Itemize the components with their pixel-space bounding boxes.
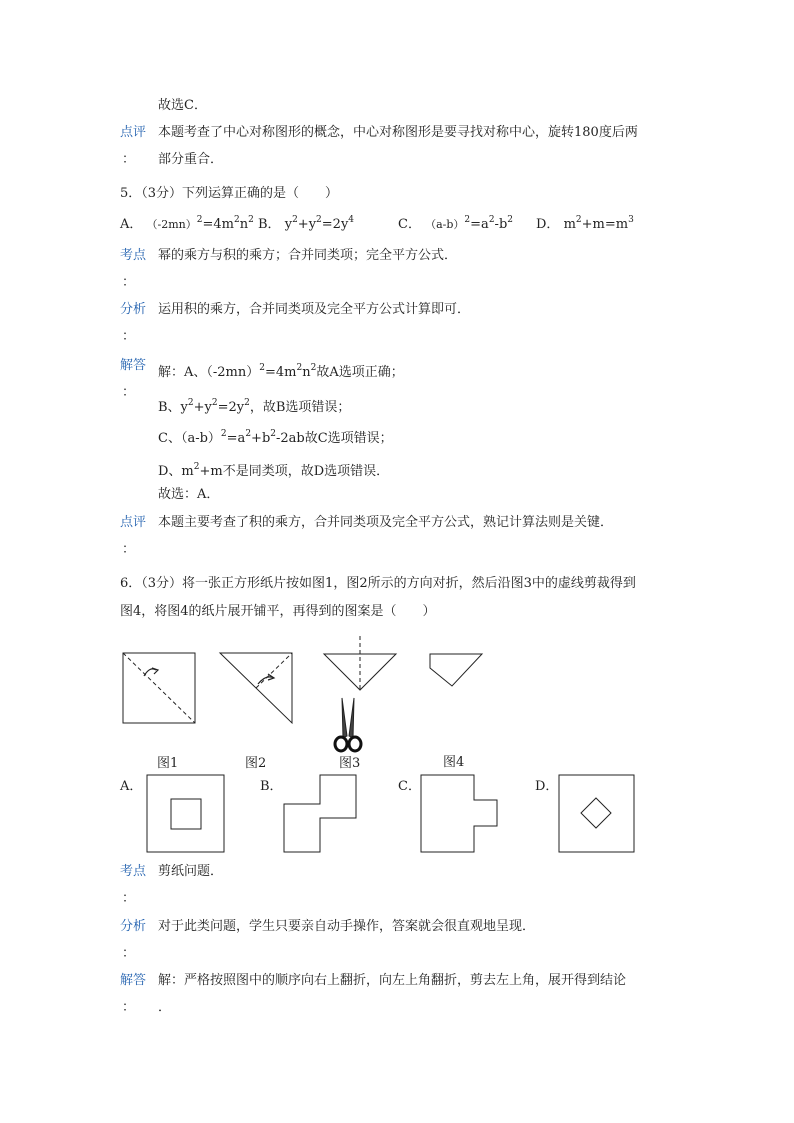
q5-fenxi-colon: ： <box>122 329 136 344</box>
q4-review-colon: ： <box>122 152 136 167</box>
figure-2-label: 图2 <box>245 756 267 771</box>
q5-kaodian-label: 考点 <box>120 248 147 263</box>
q6-option-c-label: C． <box>398 779 421 794</box>
q6-kaodian-colon: ： <box>122 891 136 906</box>
option-a-outer-square <box>147 775 224 852</box>
option-a-inner-square <box>171 799 201 829</box>
q4-review-label: 点评 <box>120 125 147 140</box>
q4-answer: 故选C． <box>158 98 207 113</box>
figure-1-label: 图1 <box>157 756 179 771</box>
q5-jieda-line5: 故选：A． <box>158 487 220 502</box>
q6-jieda-colon: ： <box>122 1000 136 1015</box>
q6-fenxi-colon: ： <box>122 946 136 961</box>
q6-jieda-line2: ． <box>158 1000 172 1015</box>
figure-3-label: 图3 <box>339 756 361 771</box>
q5-jieda-label: 解答 <box>120 358 147 373</box>
q6-kaodian-text: 剪纸问题． <box>158 864 224 879</box>
q6-stem-line1: 6．（3分）将一张正方形纸片按如图1，图2所示的方向对折，然后沿图3中的虚线剪裁得到 <box>120 576 636 591</box>
q6-fenxi-label: 分析 <box>120 919 147 934</box>
q6-option-d-figure <box>558 774 636 854</box>
q5-review-label: 点评 <box>120 515 147 530</box>
option-b-shape <box>284 775 356 852</box>
q6-option-a-figure <box>146 774 226 854</box>
q5-option-a: A． $(-2mn)^2=4m^2n^2$ <box>120 215 254 232</box>
q6-option-d-label: D． <box>535 779 559 794</box>
q6-fenxi-text: 对于此类问题，学生只要亲自动手操作，答案就会很直观地呈现． <box>158 919 536 934</box>
option-c-shape <box>421 775 497 852</box>
q5-option-b: B． $y^2+y^2=2y^4$ <box>258 215 355 232</box>
q5-jieda-line2: B、$y^2+y^2=2y^2$，故B选项错误； <box>158 398 351 415</box>
q5-kaodian-text: 幂的乘方与积的乘方；合并同类项；完全平方公式． <box>158 248 458 263</box>
q5-review-colon: ： <box>122 542 136 557</box>
figure-1-diagonal <box>123 653 195 723</box>
q6-option-b-label: B． <box>260 779 283 794</box>
figure-3 <box>320 634 400 754</box>
q5-jieda-line1: 解：A、$(-2mn)^2=4m^2n^2$故A选项正确； <box>158 363 404 380</box>
q5-jieda-colon: ： <box>122 385 136 400</box>
q5-jieda-line4: D、$m^2+m$不是同类项，故D选项错误． <box>158 462 390 479</box>
figure-2-fold-line <box>256 653 292 688</box>
figure-4-shape <box>430 654 482 686</box>
arrow-head-icon <box>152 668 158 674</box>
q5-review-text: 本题主要考查了积的乘方，合并同类项及完全平方公式，熟记计算法则是关键． <box>158 515 614 530</box>
figure-1 <box>122 652 196 724</box>
q6-stem-line2: 图4，将图4的纸片展开铺平，再得到的图案是（ ） <box>120 604 436 619</box>
figure-2-fold-arrow <box>258 677 274 684</box>
q5-stem: 5．（3分）下列运算正确的是（ ） <box>120 186 339 201</box>
scissors-icon <box>335 698 361 751</box>
option-d-outer-square <box>559 775 634 852</box>
q5-option-c: C． $(a-b)^2=a^2-b^2$ <box>398 215 513 232</box>
figure-4 <box>428 652 484 692</box>
figure-2 <box>218 652 294 724</box>
q6-option-b-figure <box>283 774 359 854</box>
q5-option-d: D． $m^2+m=m^3$ <box>536 215 634 232</box>
q4-review-line2: 部分重合． <box>158 152 224 167</box>
figure-4-label: 图4 <box>443 755 465 770</box>
option-d-diamond <box>581 798 611 828</box>
q6-jieda-line1: 解：严格按照图中的顺序向右上翻折，向左上角翻折，剪去左上角，展开得到结论 <box>158 973 627 988</box>
q5-fenxi-label: 分析 <box>120 302 147 317</box>
q4-review-line1: 本题考查了中心对称图形的概念，中心对称图形是要寻找对称中心，旋转180度后两 <box>158 125 638 140</box>
q6-option-c-figure <box>420 774 500 854</box>
q6-kaodian-label: 考点 <box>120 864 147 879</box>
q6-option-a-label: A． <box>120 779 143 794</box>
q6-jieda-label: 解答 <box>120 973 147 988</box>
q5-fenxi-text: 运用积的乘方，合并同类项及完全平方公式计算即可． <box>158 302 471 317</box>
q5-jieda-line3: C、$(a-b)^2=a^2+b^2-2ab$故C选项错误； <box>158 429 393 446</box>
q5-kaodian-colon: ： <box>122 275 136 290</box>
